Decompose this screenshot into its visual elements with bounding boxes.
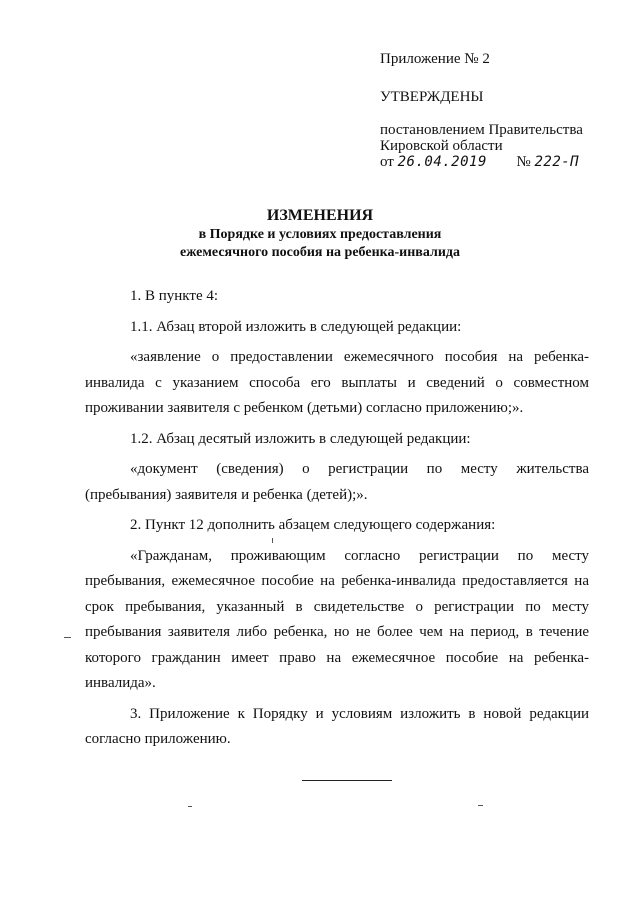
scan-mark [64,637,71,638]
document-subtitle-line-2: ежемесячного пособия на ребенка-инвалида [180,245,460,260]
scan-mark [188,806,192,807]
paragraph-1-2: 1.2. Абзац десятый изложить в следующей редакции: [130,430,471,447]
number-prefix: № [516,154,531,170]
paragraph-2: 2. Пункт 12 дополнить абзацем следующего содержания: [130,517,496,533]
decree-line-2: Кировской области [380,138,503,154]
handwritten-date: 26.04.2019 [397,154,487,170]
scan-mark [272,538,273,543]
appendix-label: Приложение № 2 [380,51,490,67]
paragraph-1-1: 1.1. Абзац второй изложить в следующей редакции: [130,318,462,335]
date-prefix: от [380,154,394,170]
approved-label: УТВЕРЖДЕНЫ [380,89,484,105]
document-body [85,284,589,758]
scan-mark [478,805,483,806]
paragraph-1-2-quote: «документ (сведения) о регистрации по месту жительства (пребывания) заявителя и ребенка (детей);». [85,461,589,503]
document-title: ИЗМЕНЕНИЯ [266,207,374,224]
paragraph-1: 1. В пункте 4: [130,288,219,304]
paragraph-1-1-quote: «заявление о предоставлении ежемесячного пособия на ребенка-инвалида с указанием способа его выплаты и сведений о совместном проживании заявителя с ребенком (детьми) согласно приложению;». [85,349,589,416]
document-subtitle-line-1: в Порядке и условиях предоставления [198,227,442,242]
paragraph-3: 3. Приложение к Порядку и условиям изложить в новой редакции согласно приложению. [85,705,589,747]
decree-date-number-line [380,153,600,171]
closing-rule [302,780,392,781]
handwritten-number: 222-П [534,154,580,170]
decree-line-1: постановлением Правительства [380,122,583,138]
paragraph-2-quote: «Гражданам, проживающим согласно регистрации по месту пребывания, ежемесячное пособие на ребенка-инвалида предоставляется на срок пребывания, указанный в свидетельстве о регистрации по месту пребывания заявителя либо ребенка, но не более чем на период, в течение которого гражданин имеет право на ежемесячное пособие на ребенка-инвалида». [85,547,589,691]
